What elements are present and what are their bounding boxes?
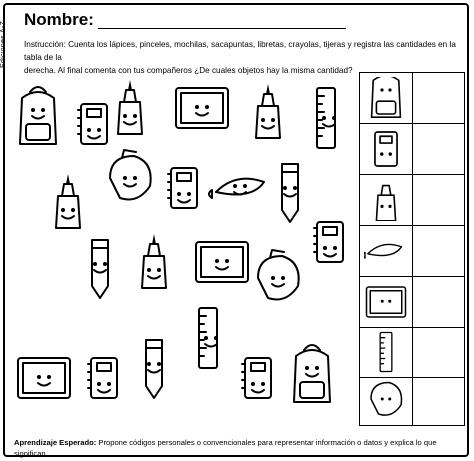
pouch-illustration [258,250,299,300]
name-row [24,10,324,32]
pencil-illustration [92,240,108,298]
name-label: Nombre: [24,10,94,29]
brush-illustration [110,150,151,200]
pencil-illustration [282,164,298,222]
learning-goal-text-2: significan. [14,449,48,458]
instruction-line-2: derecha. Al final comenta con tus compañeros ¿De cuales objetos hay la misma cantidad? [24,66,353,75]
glue-illustration [142,234,166,288]
glue-illustration [256,84,280,138]
learning-goal [14,437,464,459]
backpack-icon [364,77,408,119]
table-row-divider [360,123,464,124]
notebook-illustration [78,104,107,144]
table-divider [412,73,413,425]
board-illustration [196,242,248,282]
school-supplies-scene [12,72,358,428]
notebook-illustration [314,222,343,262]
board-illustration [176,88,228,128]
board-icon [364,281,408,323]
table-row-divider [360,174,464,175]
pencil-illustration [146,340,162,398]
glue-icon [364,179,408,221]
glue-illustration [56,174,80,228]
table-row-divider [360,225,464,226]
notebook-illustration [168,168,197,208]
instruction-line-1: Instrucción: Cuenta los lápices, pinceles, mochilas, sacapuntas, libretas, crayolas, tijeras y registra las cantidades en la tabla de la [24,40,456,62]
backpack-illustration [294,345,330,402]
notebook-illustration [88,358,117,398]
name-input-line[interactable] [98,28,346,29]
glue-illustration [118,80,142,134]
board-illustration [18,358,70,398]
ruler-illustration [317,88,336,148]
table-row-divider [360,327,464,328]
notebook-illustration [242,358,271,398]
backpack-illustration [20,87,56,144]
table-row-divider [360,276,464,277]
publisher-watermark: Ediciones A-Z [0,20,7,68]
ruler-icon [364,331,408,373]
table-row-divider [360,377,464,378]
notebook-icon [364,128,408,170]
ruler-illustration [199,308,218,368]
pencil-case-icon [364,381,408,423]
brush-icon [364,230,408,272]
brush-illustration [209,179,264,198]
learning-goal-label: Aprendizaje Esperado: [14,438,97,447]
tally-table [359,72,465,426]
learning-goal-text: Propone códigos personales o convencionales para representar información o datos y explica lo que [96,438,437,447]
